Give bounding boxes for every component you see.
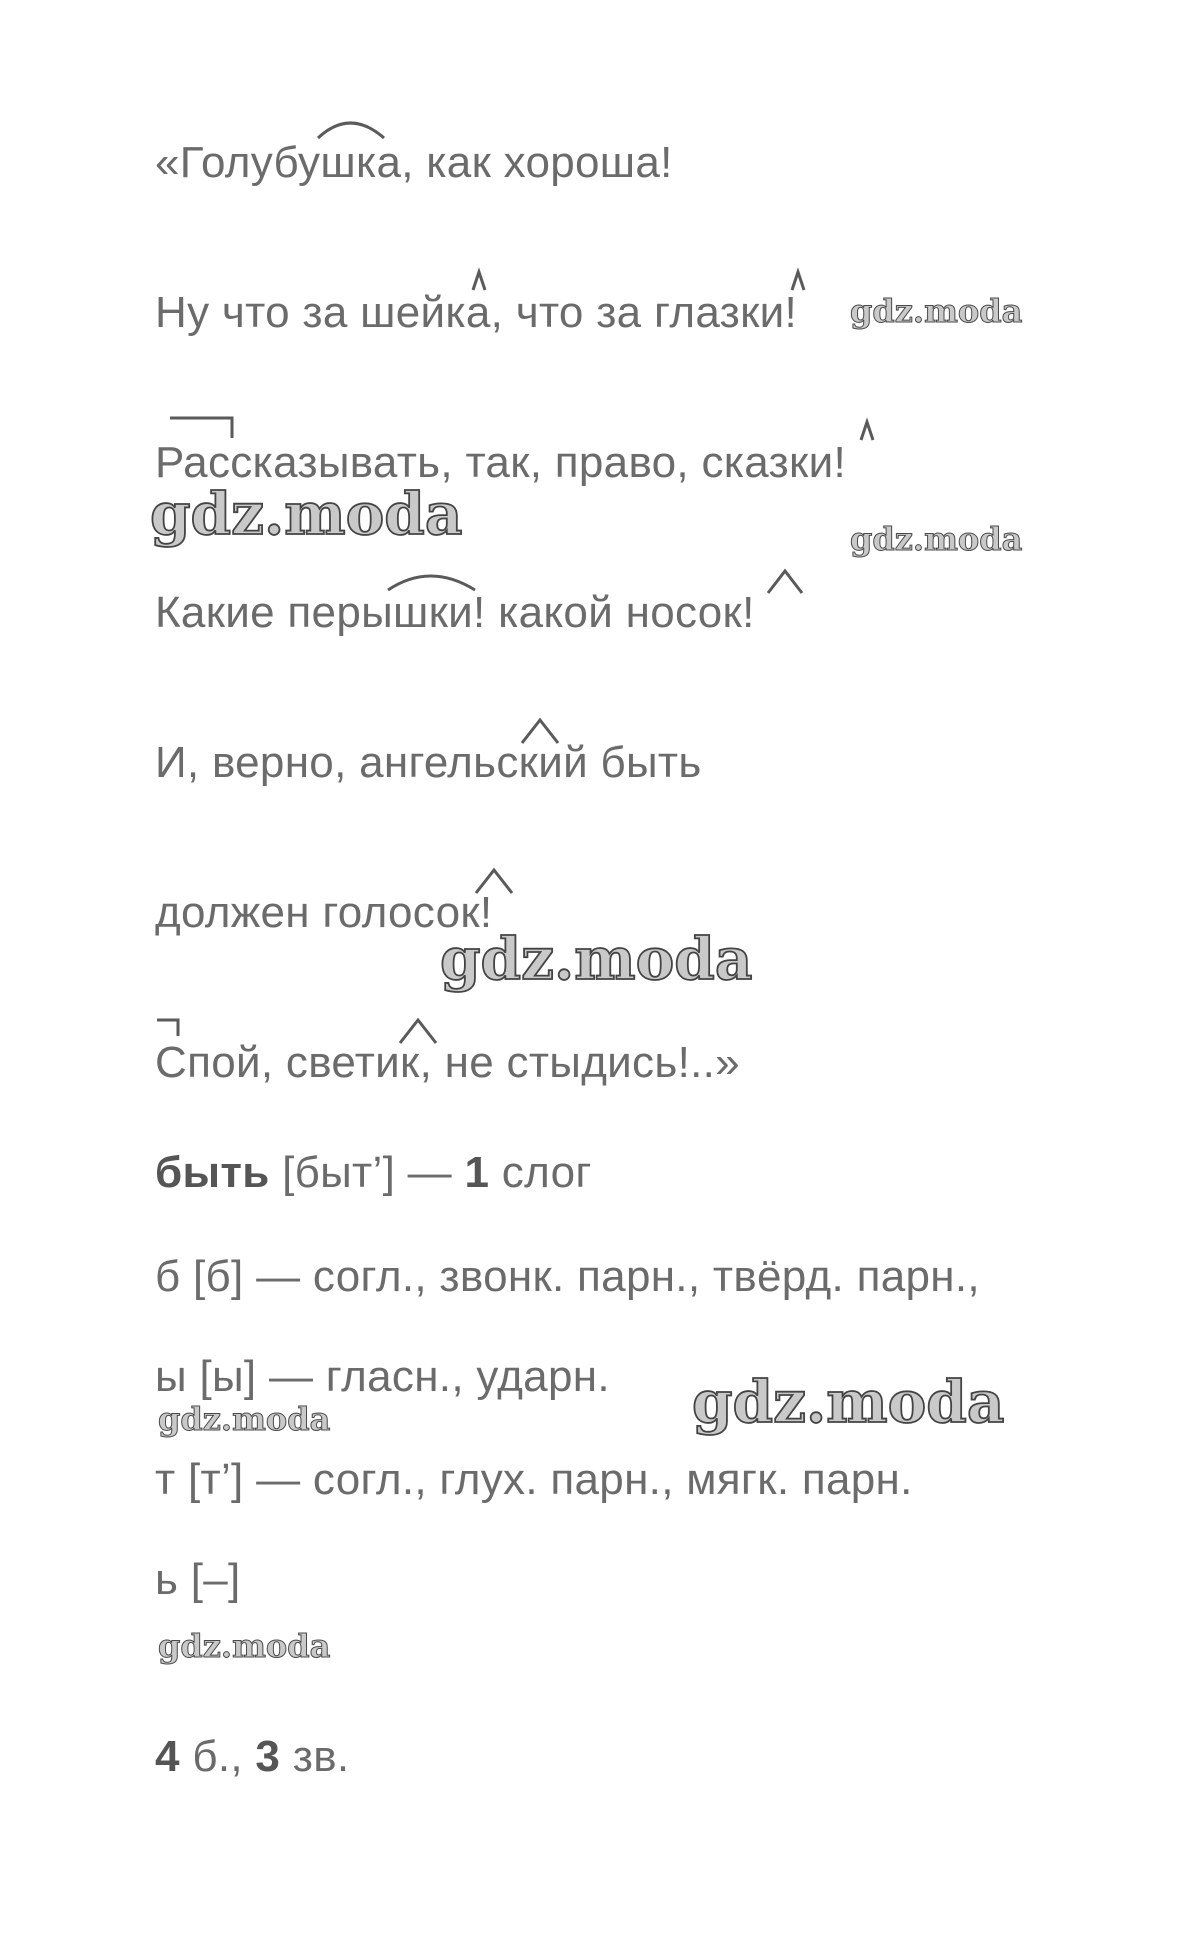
suffix-caret	[473, 272, 485, 290]
analysis-header	[155, 1148, 592, 1198]
poem-line-2: Ну что за шейка, что за глазки!	[155, 288, 798, 337]
letters-count: 4	[155, 1732, 180, 1781]
watermark: gdz.moda	[850, 520, 1023, 558]
watermark: gdz.moda	[158, 1400, 331, 1438]
sounds-count: 3	[255, 1732, 281, 1781]
letter-analysis-2: ы [ы] — гласн., ударн.	[155, 1352, 610, 1401]
letter-analysis-3: т [т’] — согл., глух. парн., мягк. парн.	[155, 1455, 913, 1504]
root-arc	[388, 576, 475, 590]
sounds-label: зв.	[292, 1732, 350, 1781]
prefix-bracket	[170, 418, 232, 438]
watermark: gdz.moda	[158, 1627, 331, 1665]
root-arc	[318, 123, 384, 138]
summary	[155, 1732, 349, 1782]
dash: —	[407, 1148, 452, 1197]
watermark: gdz.moda	[440, 925, 753, 993]
suffix-caret	[400, 1020, 436, 1043]
poem-line-5: И, верно, ангельский быть	[155, 738, 702, 787]
letter-analysis-4: ь [–]	[155, 1555, 241, 1604]
suffix-caret	[768, 571, 802, 593]
suffix-caret	[522, 720, 558, 743]
suffix-caret	[792, 272, 804, 290]
poem-line-4: Какие перышки! какой носок!	[155, 588, 755, 637]
prefix-bracket	[157, 1020, 178, 1036]
suffix-caret	[476, 870, 512, 893]
suffix-caret	[861, 422, 873, 440]
syllable-word: слог	[501, 1148, 592, 1197]
letter-analysis-1: б [б] — согл., звонк. парн., твёрд. парн.,	[155, 1252, 980, 1301]
poem-line-6: должен голосок!	[155, 888, 493, 937]
watermark: gdz.moda	[850, 292, 1023, 330]
transcription: [быт’]	[282, 1148, 396, 1197]
poem-line-3: Рассказывать, так, право, сказки!	[155, 438, 846, 487]
analyzed-word: быть	[155, 1148, 270, 1197]
poem-line-7: Спой, светик, не стыдись!..»	[155, 1038, 740, 1087]
watermark: gdz.moda	[692, 1368, 1005, 1436]
letters-label: б.,	[192, 1732, 243, 1781]
watermark: gdz.moda	[150, 480, 463, 548]
syllable-count: 1	[464, 1148, 490, 1197]
poem-line-1: «Голубушка, как хороша!	[155, 138, 673, 187]
